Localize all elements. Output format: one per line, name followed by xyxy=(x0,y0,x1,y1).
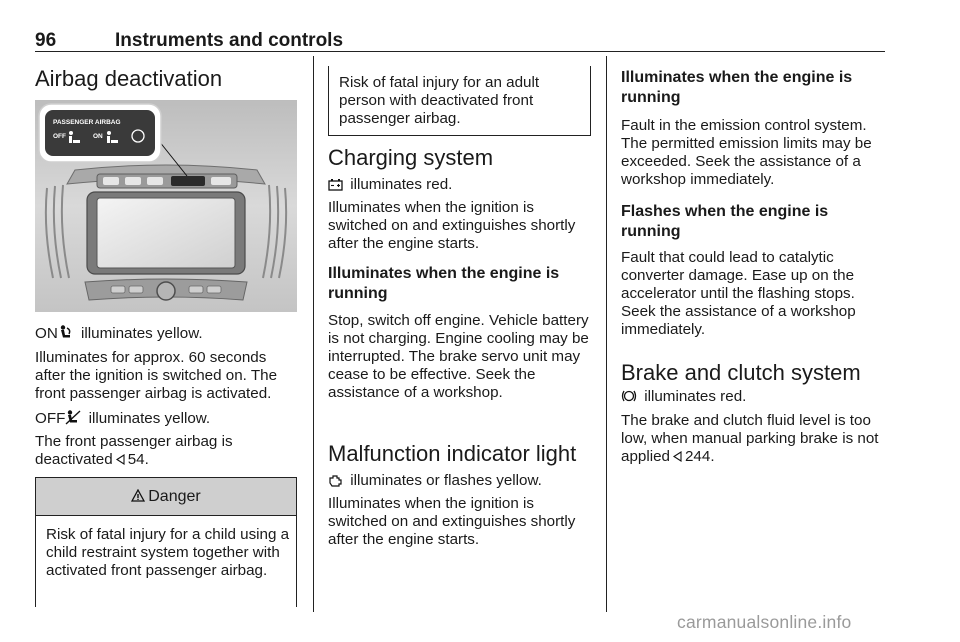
danger-continued-box xyxy=(328,66,591,136)
off-indicator-text: illuminates yellow. xyxy=(84,410,211,427)
brake-description-text: The brake and clutch fluid level is too low, when manual parking brake is not applied xyxy=(621,412,879,465)
battery-icon xyxy=(328,178,343,191)
chapter-title: Instruments and controls xyxy=(115,30,344,51)
brake-description-ref[interactable]: 244. xyxy=(684,448,715,465)
flashing-subheading: Flashes when the engine is running xyxy=(621,203,829,240)
mil-description: Illuminates when the ignition is switched on and extinguishes shortly after the engine starts. xyxy=(328,495,576,548)
danger-title: Danger xyxy=(148,488,201,505)
on-indicator-line xyxy=(35,325,297,343)
danger-text: Risk of fatal injury for a child using a child restraint system together with activated front passenger airbag. xyxy=(46,526,290,579)
brake-warning-icon xyxy=(621,389,637,403)
page-number: 96 xyxy=(35,30,57,51)
off-label: OFF xyxy=(53,133,66,140)
warning-triangle-icon xyxy=(131,489,145,502)
emission-subheading: Illuminates when the engine is running xyxy=(621,69,853,106)
section-title-malfunction-indicator: Malfunction indicator light xyxy=(328,441,577,466)
charging-symbol-text: illuminates red. xyxy=(346,176,453,193)
airbag-on-symbol-icon xyxy=(58,325,74,340)
section-title-brake-clutch: Brake and clutch system xyxy=(621,360,861,385)
danger-box xyxy=(35,477,297,607)
brake-symbol-text: illuminates red. xyxy=(640,388,747,405)
charging-subheading: Illuminates when the engine is running xyxy=(328,265,560,302)
dashboard-illustration xyxy=(35,100,297,312)
column-divider xyxy=(606,56,607,612)
section-title-airbag-deactivation: Airbag deactivation xyxy=(35,66,223,91)
on-indicator-text: illuminates yellow. xyxy=(76,325,203,342)
charging-sub-description: Stop, switch off engine. Vehicle battery is not charging. Engine cooling may be interrupted. The brake servo unit may cease to be effective. Seek the assistance of a workshop. xyxy=(328,312,589,401)
watermark: carmanualsonline.info xyxy=(677,612,852,632)
on-label: ON xyxy=(93,133,103,140)
passenger-airbag-label: PASSENGER AIRBAG xyxy=(53,119,121,126)
on-prefix: ON xyxy=(35,325,58,342)
reference-arrow-icon xyxy=(672,451,683,462)
brake-description xyxy=(621,412,889,466)
flashing-description: Fault that could lead to catalytic converter damage. Ease up on the accelerator until the flashing stops. Seek the assistance of a workshop immediately. xyxy=(621,249,856,338)
page-header xyxy=(35,30,885,52)
off-description xyxy=(35,433,297,469)
off-indicator-line xyxy=(35,410,297,428)
charging-description: Illuminates when the ignition is switched on and extinguishes shortly after the engine starts. xyxy=(328,199,576,252)
brake-symbol-line xyxy=(621,388,889,406)
off-description-text: The front passenger airbag is deactivated xyxy=(35,433,233,468)
danger-heading xyxy=(36,478,296,516)
off-description-ref[interactable]: 54. xyxy=(127,451,149,468)
charging-symbol-line xyxy=(328,176,593,194)
airbag-off-symbol-icon xyxy=(65,410,81,425)
mil-symbol-text: illuminates or flashes yellow. xyxy=(346,472,542,489)
on-description: Illuminates for approx. 60 seconds after the ignition is switched on. The front passenger airbag is activated. xyxy=(35,349,278,402)
emission-description: Fault in the emission control system. The permitted emission limits may be exceeded. Seek the assistance of a workshop immediately. xyxy=(621,117,872,188)
reference-arrow-icon xyxy=(115,454,126,465)
engine-icon xyxy=(328,474,343,487)
danger-continued-text: Risk of fatal injury for an adult person with deactivated front passenger airbag. xyxy=(339,74,540,127)
section-title-charging-system: Charging system xyxy=(328,145,494,170)
mil-symbol-line xyxy=(328,472,593,490)
column-divider xyxy=(313,56,314,612)
off-prefix: OFF xyxy=(35,410,66,427)
